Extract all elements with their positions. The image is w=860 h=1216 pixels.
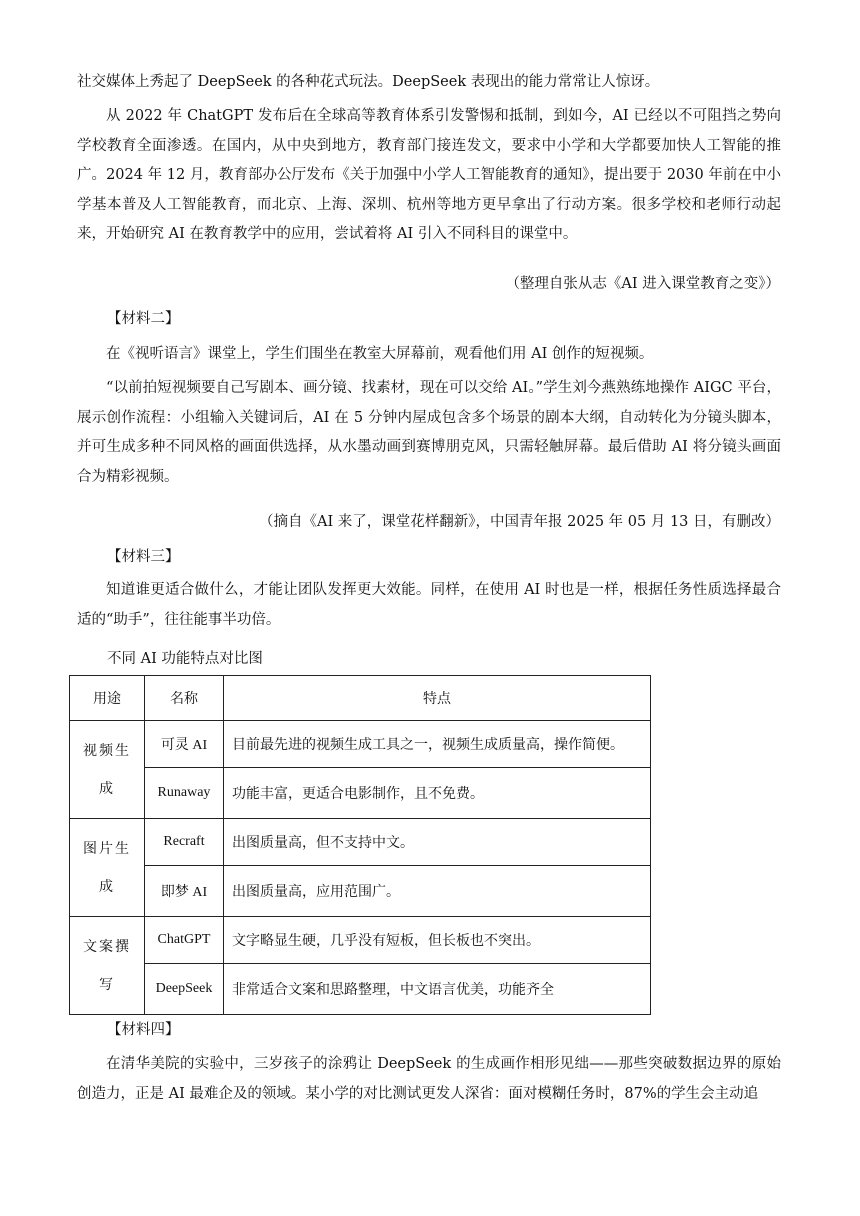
source-citation-two: （摘自《AI 来了，课堂花样翻新》，中国青年报 2025 年 05 月 13 日，有删改）: [258, 514, 780, 530]
feature-cell: 文字略显生硬，几乎没有短板，但长板也不突出。: [224, 917, 651, 964]
table-row: [70, 819, 651, 866]
use-cell-image: 图片生成: [70, 819, 145, 917]
paragraph-material-four: 在清华美院的实验中，三岁孩子的涂鸦让 DeepSeek 的生成画作相形见绌——那些突破数据边界的原始创造力，正是 AI 最难企及的领域。某小学的对比测试更发人深省：面对模糊任务时，87%的学生会主动追: [77, 1056, 781, 1102]
feature-cell: 非常适合文案和思路整理，中文语言优美，功能齐全: [224, 964, 651, 1015]
ai-comparison-table: [69, 675, 651, 1015]
table-row: [70, 866, 651, 917]
name-cell: Recraft: [145, 819, 224, 866]
feature-cell: 出图质量高，但不支持中文。: [224, 819, 651, 866]
feature-cell: 出图质量高，应用范围广。: [224, 866, 651, 917]
table-row: [70, 768, 651, 819]
feature-cell: 功能丰富，更适合电影制作，且不免费。: [224, 768, 651, 819]
heading-material-three: 【材料三】: [107, 549, 180, 565]
feature-cell: 目前最先进的视频生成工具之一，视频生成质量高，操作简便。: [224, 721, 651, 768]
name-cell: DeepSeek: [145, 964, 224, 1015]
table-row: [70, 964, 651, 1015]
use-cell-copywriting: 文案撰写: [70, 917, 145, 1015]
table-row: [70, 721, 651, 768]
paragraph-material-one: 从 2022 年 ChatGPT 发布后在全球高等教育体系引发警惕和抵制，到如今，AI 已经以不可阻挡之势向学校教育全面渗透。在国内，从中央到地方，教育部门接连发文，要求中小学和大学都要加快人工智能的推广。2024 年 12 月，教育部办公厅发布《关于加强中小学人工智能教育的通知》，提出要于 2030 年前在中小学基本普及人工智能教育，而北京、上海、深圳、杭州等地方更早拿出了行动方案。很多学校和老师行动起来，开始研究 AI 在教育教学中的应用，尝试着将 AI 引入不同科目的课堂中。: [77, 108, 781, 242]
table-caption: 不同 AI 功能特点对比图: [107, 651, 263, 667]
name-cell: 即梦 AI: [145, 866, 224, 917]
header-feature: 特点: [224, 676, 651, 721]
name-cell: Runaway: [145, 768, 224, 819]
table-header-row: [70, 676, 651, 721]
heading-material-four: 【材料四】: [107, 1022, 180, 1038]
paragraph-classroom: 在《视听语言》课堂上，学生们围坐在教室大屏幕前，观看他们用 AI 创作的短视频。: [106, 346, 654, 362]
header-name: 名称: [145, 676, 224, 721]
source-citation-one: （整理自张从志《AI 进入课堂教育之变》）: [505, 276, 780, 292]
header-use: 用途: [70, 676, 145, 721]
use-cell-video: 视频生成: [70, 721, 145, 819]
paragraph-material-three: 知道谁更适合做什么，才能让团队发挥更大效能。同样，在使用 AI 时也是一样，根据任务性质选择最合适的“助手”，往往能事半功倍。: [77, 582, 781, 628]
paragraph-intro: 社交媒体上秀起了 DeepSeek 的各种花式玩法。DeepSeek 表现出的能力常常让人惊讶。: [77, 74, 660, 90]
heading-material-two: 【材料二】: [107, 311, 180, 327]
name-cell: ChatGPT: [145, 917, 224, 964]
paragraph-student-quote: “以前拍短视频要自己写剧本、画分镜、找素材，现在可以交给 AI。”学生刘今燕熟练地操作 AIGC 平台，展示创作流程：小组输入关键词后，AI 在 5 分钟内屋成包含多个场景的剧本大纲，自动转化为分镜头脚本，并可生成多种不同风格的画面供选择，从水墨动画到赛博朋克风，只需轻触屏幕。最后借助 AI 将分镜头画面合为精彩视频。: [77, 380, 781, 485]
name-cell: 可灵 AI: [145, 721, 224, 768]
table-row: [70, 917, 651, 964]
